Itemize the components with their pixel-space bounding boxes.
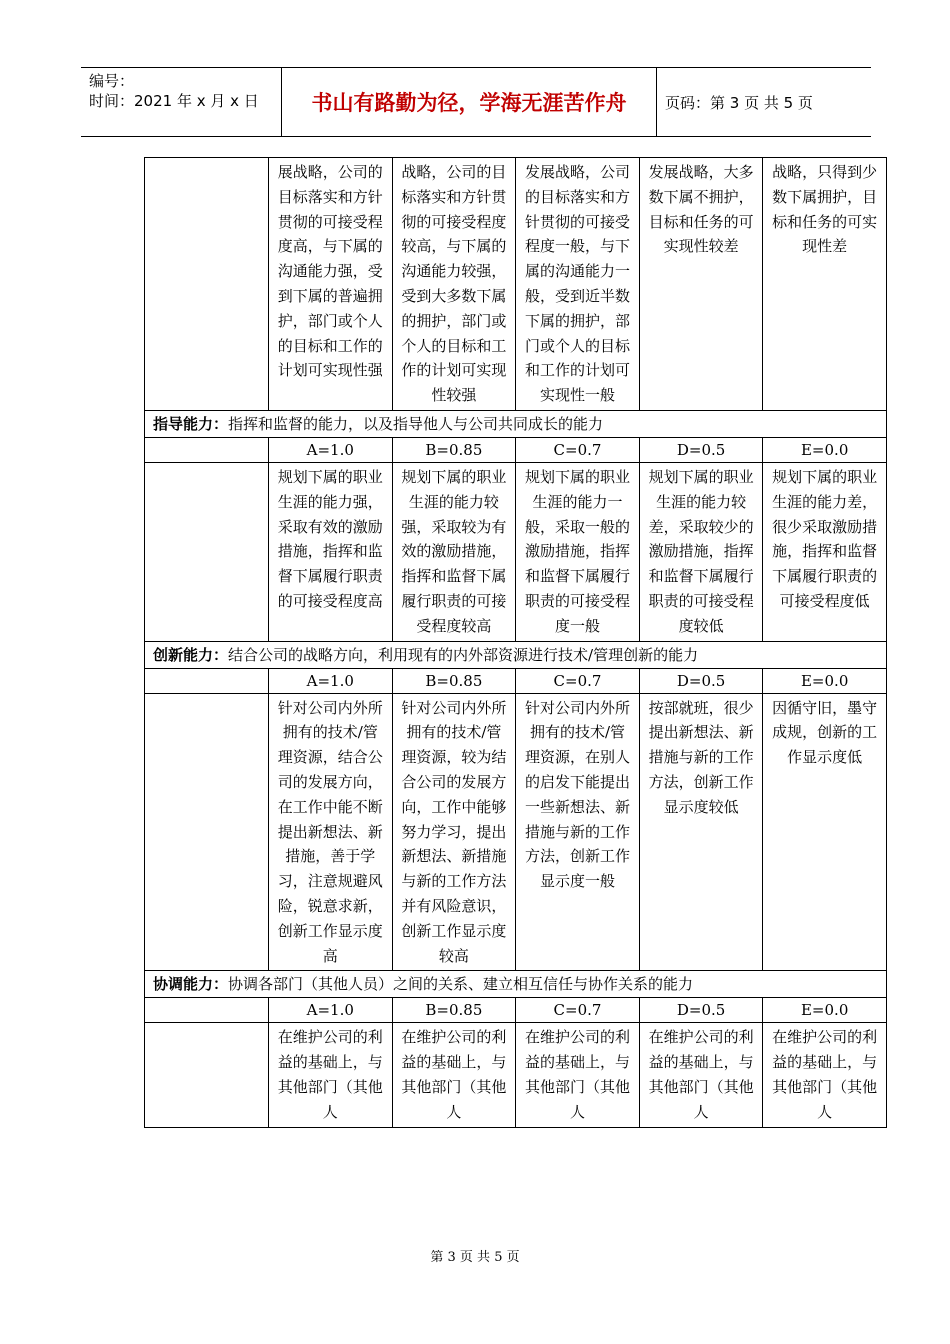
section-desc: 协调各部门（其他人员）之间的关系、建立相互信任与协作关系的能力 [228, 975, 694, 994]
grade-e: E=0.0 [763, 437, 887, 462]
grade-empty-cell [145, 998, 269, 1023]
grade-e: E=0.0 [763, 668, 887, 693]
top-cell-a: 展战略，公司的目标落实和方针贯彻的可接受程度高，与下属的沟通能力强，受到下属的普遍拥护，部门或个人的目标和工作的计划可实现性强 [269, 158, 393, 411]
table-row [145, 693, 887, 971]
grade-e: E=0.0 [763, 998, 887, 1023]
desc-cell-a: 针对公司内外所拥有的技术/管理资源，结合公司的发展方向，在工作中能不断提出新想法、新措施，善于学习，注意规避风险，锐意求新，创新工作显示度高 [269, 693, 393, 971]
grade-a: A=1.0 [269, 437, 393, 462]
section-header-row [145, 641, 887, 668]
top-cell-d: 发展战略，大多数下属不拥护，目标和任务的可实现性较差 [639, 158, 763, 411]
grade-c: C=0.7 [516, 668, 640, 693]
desc-cell-d: 在维护公司的利益的基础上，与其他部门（其他人 [639, 1023, 763, 1127]
top-cell-c: 发展战略，公司的目标落实和方针贯彻的可接受程度一般，与下属的沟通能力一般，受到近半数下属的拥护，部门或个人的目标和工作的计划可实现性一般 [516, 158, 640, 411]
section-name: 指导能力： [153, 414, 229, 433]
desc-cell-a: 规划下属的职业生涯的能力强，采取有效的激励措施，指挥和监督下属履行职责的可接受程度高 [269, 462, 393, 641]
top-cell-b: 战略，公司的目标落实和方针贯彻的可接受程度较高，与下属的沟通能力较强，受到大多数下属的拥护，部门或个人的目标和工作的计划可实现性较强 [392, 158, 516, 411]
grade-d: D=0.5 [639, 998, 763, 1023]
number-label: 编号： [89, 72, 135, 90]
table-row [145, 1023, 887, 1127]
desc-cell-e: 因循守旧，墨守成规，创新的工作显示度低 [763, 693, 887, 971]
page-footer: 第 3 页 共 5 页 [430, 1250, 520, 1265]
row-label-cell [145, 158, 269, 411]
grade-row [145, 998, 887, 1023]
section-heading [145, 641, 887, 668]
header-motto: 书山有路勤为径，学海无涯苦作舟 [281, 68, 657, 136]
section-header-row [145, 410, 887, 437]
page-header [81, 67, 871, 137]
row-label-cell [145, 462, 269, 641]
row-label-cell [145, 1023, 269, 1127]
header-page-info: 页码：第 3 页 共 5 页 [665, 93, 813, 112]
grade-b: B=0.85 [392, 668, 516, 693]
section-heading [145, 410, 887, 437]
desc-cell-d: 按部就班，很少提出新想法、新措施与新的工作方法，创新工作显示度较低 [639, 693, 763, 971]
grade-b: B=0.85 [392, 998, 516, 1023]
section-name: 创新能力： [153, 645, 229, 664]
grade-b: B=0.85 [392, 437, 516, 462]
desc-cell-a: 在维护公司的利益的基础上，与其他部门（其他人 [269, 1023, 393, 1127]
grade-empty-cell [145, 668, 269, 693]
desc-cell-b: 在维护公司的利益的基础上，与其他部门（其他人 [392, 1023, 516, 1127]
desc-cell-c: 针对公司内外所拥有的技术/管理资源，在别人的启发下能提出一些新想法、新措施与新的工作方法，创新工作显示度一般 [516, 693, 640, 971]
grade-a: A=1.0 [269, 668, 393, 693]
desc-cell-d: 规划下属的职业生涯的能力较差，采取较少的激励措施，指挥和监督下属履行职责的可接受程度较低 [639, 462, 763, 641]
section-desc: 指挥和监督的能力，以及指导他人与公司共同成长的能力 [228, 414, 604, 433]
header-meta [81, 68, 281, 136]
top-cell-e: 战略，只得到少数下属拥护，目标和任务的可实现性差 [763, 158, 887, 411]
desc-cell-c: 在维护公司的利益的基础上，与其他部门（其他人 [516, 1023, 640, 1127]
table-row [145, 158, 887, 411]
row-label-cell [145, 693, 269, 971]
section-name: 协调能力： [153, 975, 229, 994]
grade-d: D=0.5 [639, 668, 763, 693]
section-heading [145, 971, 887, 998]
section-desc: 结合公司的战略方向，利用现有的内外部资源进行技术/管理创新的能力 [228, 645, 699, 664]
desc-cell-e: 规划下属的职业生涯的能力差，很少采取激励措施，指挥和监督下属履行职责的可接受程度低 [763, 462, 887, 641]
competency-table [144, 157, 887, 1128]
grade-empty-cell [145, 437, 269, 462]
table-row [145, 462, 887, 641]
grade-a: A=1.0 [269, 998, 393, 1023]
desc-cell-e: 在维护公司的利益的基础上，与其他部门（其他人 [763, 1023, 887, 1127]
grade-c: C=0.7 [516, 437, 640, 462]
grade-d: D=0.5 [639, 437, 763, 462]
desc-cell-c: 规划下属的职业生涯的能力一般，采取一般的激励措施，指挥和监督下属履行职责的可接受程度一般 [516, 462, 640, 641]
desc-cell-b: 规划下属的职业生涯的能力较强，采取较为有效的激励措施，指挥和监督下属履行职责的可接受程度较高 [392, 462, 516, 641]
desc-cell-b: 针对公司内外所拥有的技术/管理资源，较为结合公司的发展方向，工作中能够努力学习，提出新想法、新措施与新的工作方法并有风险意识，创新工作显示度较高 [392, 693, 516, 971]
date-label: 时间：2021 年 x 月 x 日 [89, 92, 259, 110]
grade-c: C=0.7 [516, 998, 640, 1023]
grade-row [145, 668, 887, 693]
section-header-row [145, 971, 887, 998]
grade-row [145, 437, 887, 462]
